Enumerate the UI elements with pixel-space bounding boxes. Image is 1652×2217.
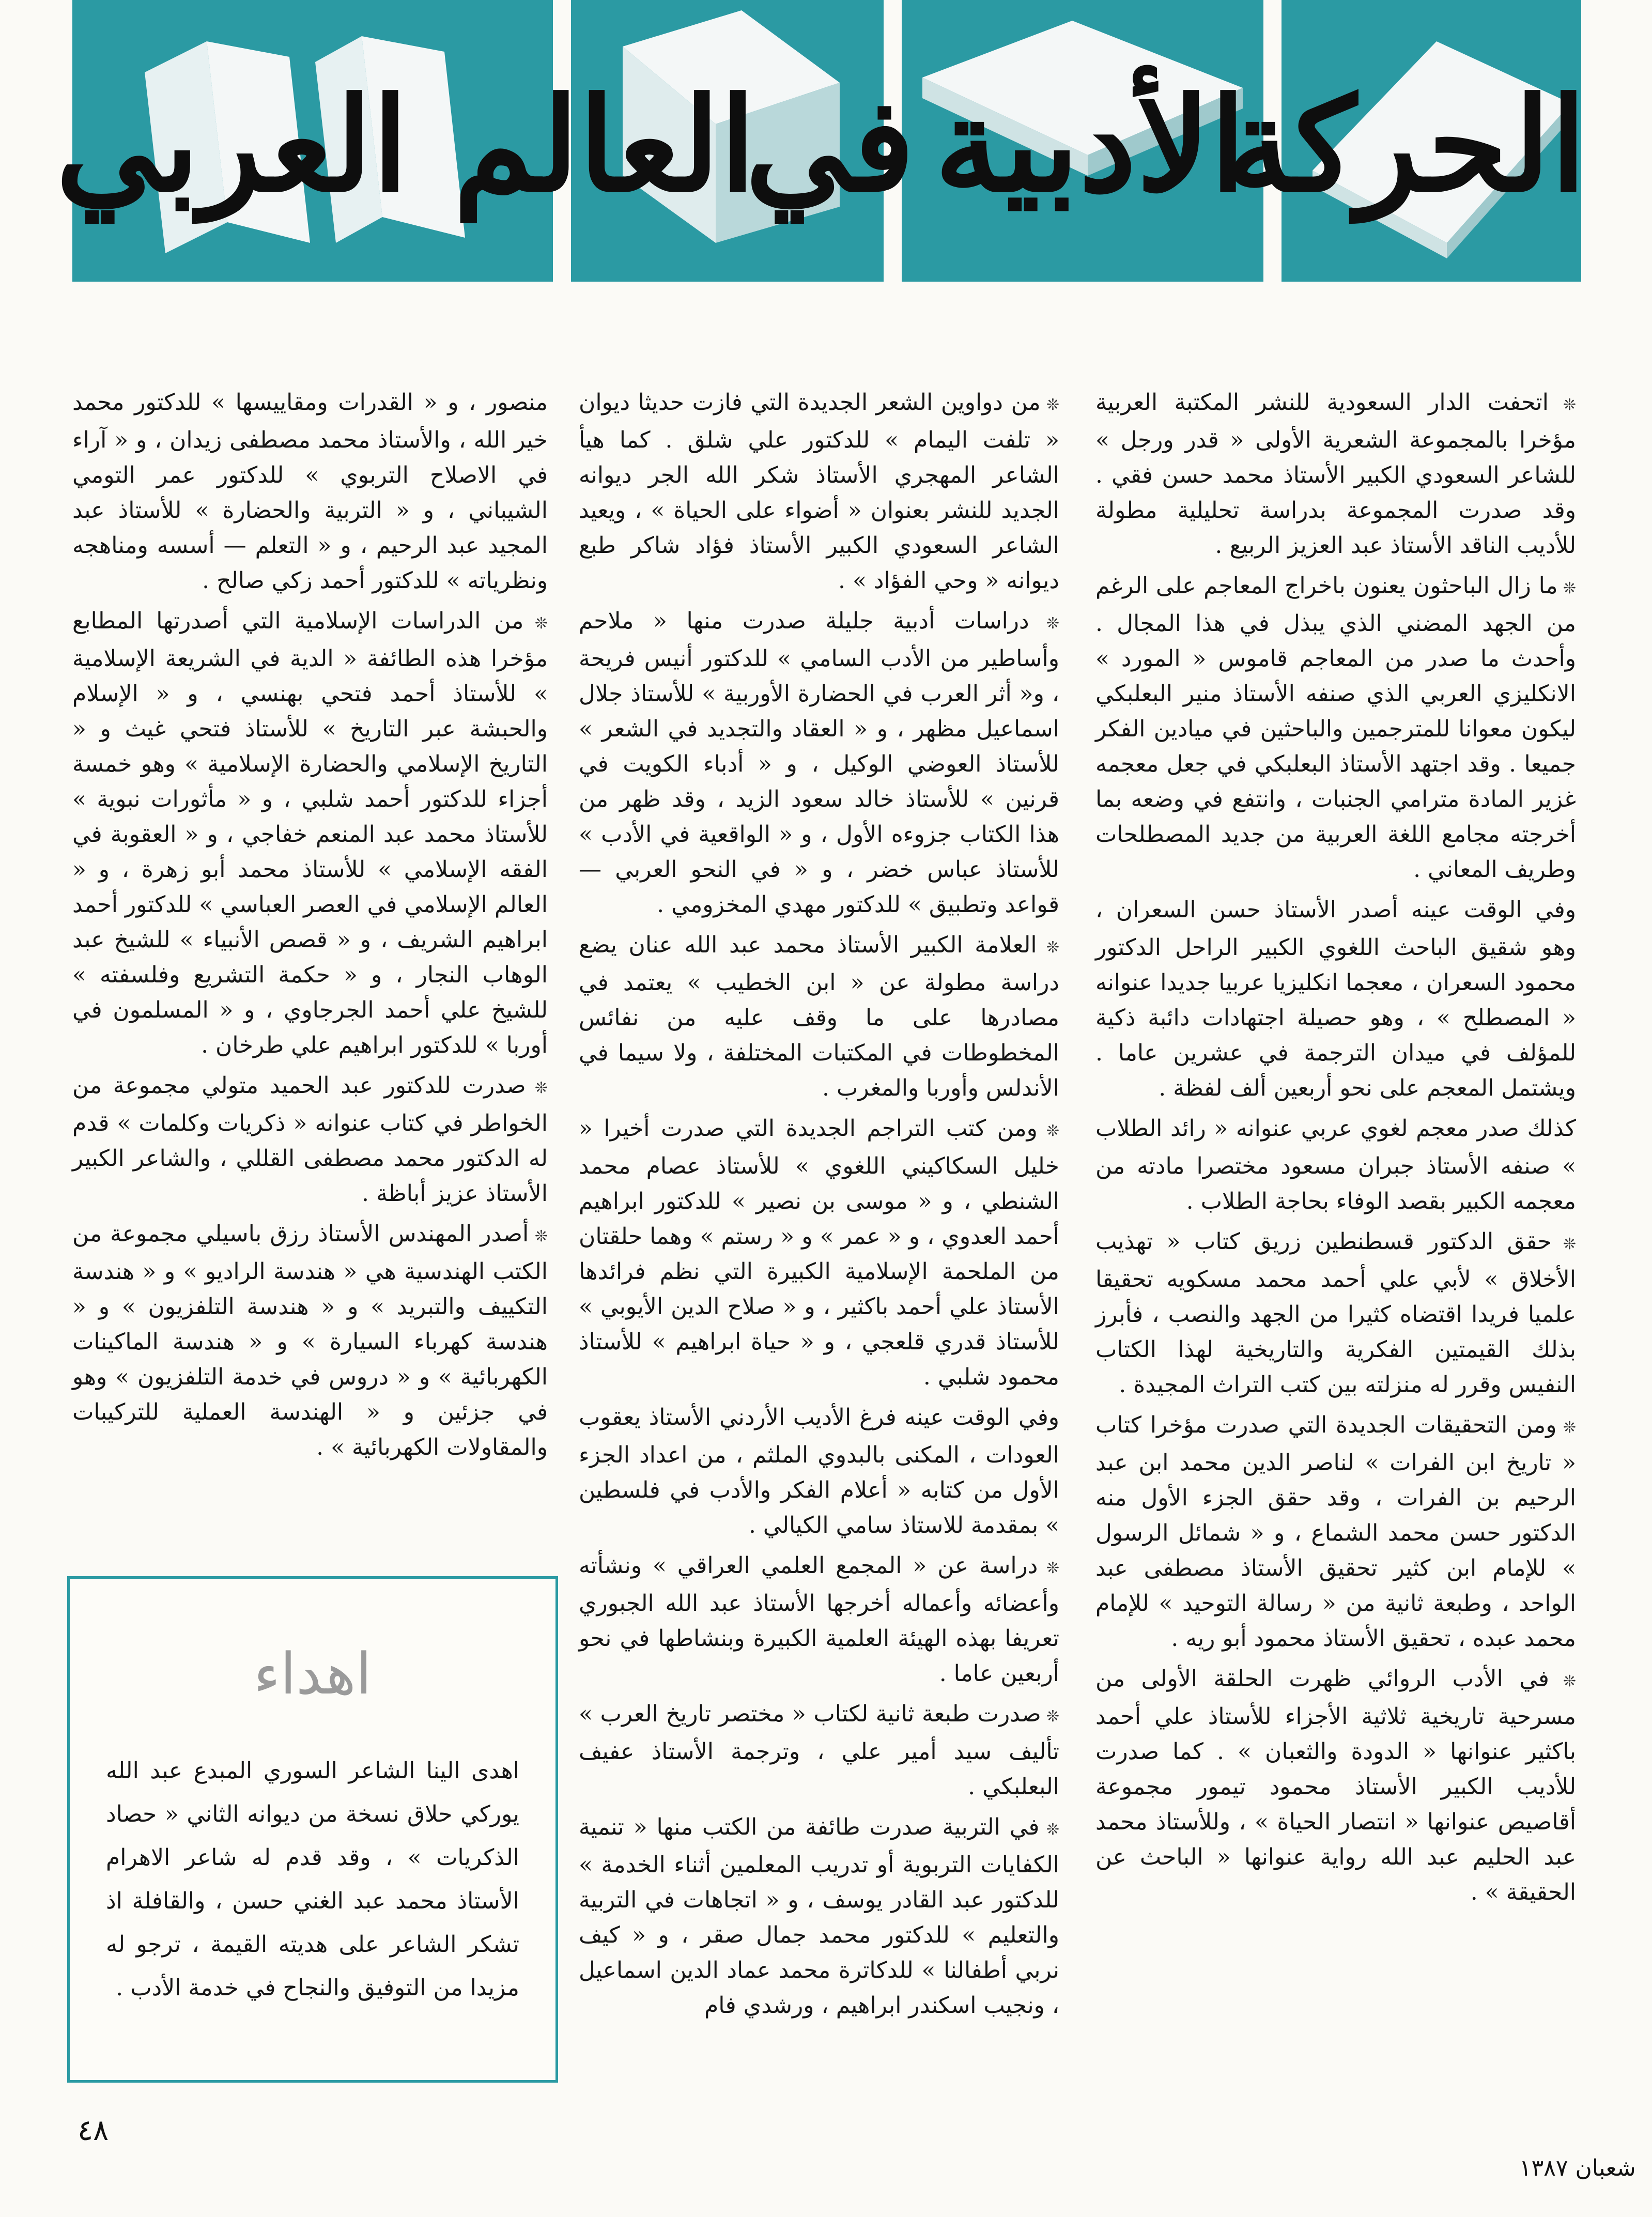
gift-notice-box (67, 1576, 558, 2083)
news-item: ❊ دراسات أدبية جليلة صدرت منها « ملاحم وأساطير من الأدب السامي » للدكتور أنيس فريحة ، و« أثر العرب في الحضارة الأوربية » للأستاذ جلال اسماعيل مظهر ، و « العقاد والتجديد في الشعر » للأستاذ العوضي الوكيل ، و « أدباء الكويت في قرنين » للأستاذ خالد سعود الزيد ، وقد ظهر من هذا الكتاب جزوءه الأول ، و « الواقعية في الأدب » للأستاذ عباس خضر ، و « في النحو العربي — قواعد وتطبيق » للدكتور مهدي المخزومي . (579, 604, 1059, 922)
news-item: ❊ صدرت طبعة ثانية لكتاب « مختصر تاريخ العرب » تأليف سيد أمير علي ، وترجمة الأستاذ عفيف البعلبكي . (579, 1697, 1059, 1805)
news-item: ❊ ومن التحقيقات الجديدة التي صدرت مؤخرا كتاب « تاريخ ابن الفرات » لناصر الدين محمد ابن عبد الرحيم بن الفرات ، وقد حقق الجزء الأول منه الدكتور حسن محمد الشماع ، و « شمائل الرسول » للإمام ابن كثير تحقيق الأستاذ مصطفى عبد الواحد ، وطبعة ثانية من « رسالة التوحيد » للإمام محمد عبده ، تحقيق الأستاذ محمود أبو ريه . (1095, 1408, 1576, 1656)
news-item: كذلك صدر معجم لغوي عربي عنوانه « رائد الطلاب » صنفه الأستاذ جبران مسعود مختصرا مادته من معجمه الكبير بقصد الوفاء بحاجة الطلاب . (1095, 1115, 1576, 1214)
article-column-3 (72, 385, 548, 1470)
gift-text: اهدى الينا الشاعر السوري المبدع عبد الله يوركي حلاق نسخة من ديوانه الثاني « حصاد الذكريات » ، وقد قدم له شاعر الاهرام الأستاذ محمد عبد الغني حسن ، والقافلة اذ تشكر الشاعر على هديته القيمة ، ترجو له مزيدا من التوفيق والنجاح في خدمة الأدب . (106, 1758, 519, 2001)
news-item: منصور ، و « القدرات ومقاييسها » للدكتور محمد خير الله ، والأستاذ محمد مصطفى زيدان ، و « آراء في الاصلاح التربوي » للدكتور عمر التومي الشيباني ، و « التربية والحضارة » للأستاذ عبد المجيد عبد الرحيم ، و « التعلم — أسسه ومناهجه ونظرياته » للدكتور أحمد زكي صالح . (72, 389, 548, 594)
news-item: ❊ حقق الدكتور قسطنطين زريق كتاب « تهذيب الأخلاق » لأبي علي أحمد محمد مسكويه تحقيقا علميا فريدا اقتضاه كثيرا من الجهد والنصب ، فأبرز بذلك القيمتين الفكرية والتاريخية لهذا الكتاب النفيس وقرر له منزلته بين كتب التراث المجيدة . (1095, 1224, 1576, 1403)
news-item: ❊ دراسة عن « المجمع العلمي العراقي » ونشأته وأعضائه وأعماله أخرجها الأستاذ عبد الله الجبوري تعريفا بهذه الهيئة العلمية الكبيرة وبنشاطها في نحو أربعين عاما . (579, 1548, 1059, 1691)
news-item: وفي الوقت عينه فرغ الأديب الأردني الأستاذ يعقوب العودات ، المكنى بالبدوي الملثم ، من اعداد الجزء الأول من كتابه « أعلام الفكر والأدب في فلسطين » بمقدمة للاستاذ سامي الكيالي . (579, 1404, 1059, 1538)
gift-title: اهداء (253, 1641, 372, 1707)
news-item: ❊ من دواوين الشعر الجديدة التي فازت حديثا ديوان « تلفت اليمام » للدكتور علي شلق . كما هيأ الشاعر المهجري الأستاذ شكر الله الجر ديوانه الجديد للنشر بعنوان « أضواء على الحياة » ، ويعيد الشاعر السعودي الكبير الأستاذ فؤاد شاكر طبع ديوانه « وحي الفؤاد » . (579, 385, 1059, 598)
article-column-2 (579, 385, 1059, 2028)
news-item: ❊ ما زال الباحثون يعنون باخراج المعاجم على الرغم من الجهد المضني الذي يبذل في هذا المجال . وأحدث ما صدر من المعاجم قاموس « المورد » الانكليزي العربي الذي صنفه الأستاذ منير البعلبكي ليكون معوانا للمترجمين والباحثين في ميادين الفكر جميعا . وقد اجتهد الأستاذ البعلبكي في جعل معجمه غزير المادة مترامي الجنبات ، وانتفع في وضعه بما أخرجته مجامع اللغة العربية من جديد المصطلحات وطريف المعاني . (1095, 568, 1576, 887)
title-word: العربي (55, 69, 408, 221)
title-word: في (745, 69, 915, 221)
news-item: ❊ في التربية صدرت طائفة من الكتب منها « تنمية الكفايات التربوية أو تدريب المعلمين أثناء الخدمة » للدكتور عبد القادر يوسف ، و « اتجاهات في التربية والتعليم » للدكتور محمد جمال صقر ، و « كيف نربي أطفالنا » للدكاترة محمد عماد الدين اسماعيل ، ونجيب اسكندر ابراهيم ، ورشدي فام (579, 1810, 1059, 2023)
title-word: الأدبية (934, 69, 1246, 221)
title-word: الحركة (1226, 69, 1586, 221)
news-item: وفي الوقت عينه أصدر الأستاذ حسن السعران ، وهو شقيق الباحث اللغوي الكبير الراحل الدكتور محمود السعران ، معجما انكليزيا عربيا جديدا عنوانه « المصطلح » ، وهو حصيلة اجتهادات دائبة ذكية للمؤلف في ميدان الترجمة في عشرين عاما . ويشتمل المعجم على نحو أربعين ألف لفظة . (1095, 897, 1576, 1101)
news-item: ❊ في الأدب الروائي ظهرت الحلقة الأولى من مسرحية تاريخية ثلاثية الأجزاء للأستاذ علي أحمد باكثير عنوانها « الدودة والثعبان » . كما صدرت للأديب الكبير الأستاذ محمود تيمور مجموعة أقاصيص عنوانها « انتصار الحياة » ، وللأستاذ محمد عبد الحليم عبد الله رواية عنوانها « الباحث عن الحقيقة » . (1095, 1661, 1576, 1910)
title-banner (55, 0, 1586, 282)
article-column-1 (1095, 385, 1576, 1915)
title-word: العالم (453, 69, 756, 221)
news-item: ❊ من الدراسات الإسلامية التي أصدرتها المطابع مؤخرا هذه الطائفة « الدية في الشريعة الإسلامية » للأستاذ أحمد فتحي بهنسي ، و « الإسلام والحبشة عبر التاريخ » للأستاذ فتحي غيث و « التاريخ الإسلامي والحضارة الإسلامية » وهو خمسة أجزاء للدكتور أحمد شلبي ، و « مأثورات نبوية » للأستاذ محمد عبد المنعم خفاجي ، و « العقوبة في الفقه الإسلامي » للأستاذ محمد أبو زهرة ، و « العالم الإسلامي في العصر العباسي » للدكتور أحمد ابراهيم الشريف ، و « قصص الأنبياء » للشيخ عبد الوهاب النجار ، و « حكمة التشريع وفلسفته » للشيخ علي أحمد الجرجاوي ، و « المسلمون في أوربا » للدكتور ابراهيم علي طرخان . (72, 604, 548, 1063)
page-number: ٤٨ (78, 2114, 109, 2147)
news-item: ❊ ومن كتب التراجم الجديدة التي صدرت أخيرا « خليل السكاكيني اللغوي » للأستاذ عصام محمد الشنطي ، و « موسى بن نصير » للدكتور ابراهيم أحمد العدوي ، و « عمر » و « رستم » وهما حلقتان من الملحمة الإسلامية الكبيرة التي نظم فرائدها الأستاذ علي أحمد باكثير ، و « صلاح الدين الأيوبي » للأستاذ قدري قلعجي ، و « حياة ابراهيم » للأستاذ محمود شلبي . (579, 1111, 1059, 1395)
news-item: ❊ أصدر المهندس الأستاذ رزق باسيلي مجموعة من الكتب الهندسية هي « هندسة الراديو » و « هندسة التكييف والتبريد » و « هندسة التلفزيون » و « هندسة كهرباء السيارة » و « هندسة الماكينات الكهربائية » و « دروس في خدمة التلفزيون » وهو في جزئين و « الهندسة العملية للتركيبات والمقاولات الكهربائية » . (72, 1217, 548, 1465)
issue-date: شعبان ١٣٨٧ (1519, 2155, 1636, 2181)
news-item: ❊ العلامة الكبير الأستاذ محمد عبد الله عنان يضع دراسة مطولة عن « ابن الخطيب » يعتمد في مصادرها على ما وقف عليه من نفائس المخطوطات في المكتبات المختلفة ، ولا سيما في الأندلس وأوربا والمغرب . (579, 928, 1059, 1106)
news-item: ❊ صدرت للدكتور عبد الحميد متولي مجموعة من الخواطر في كتاب عنوانه « ذكريات وكلمات » قدم له الدكتور محمد مصطفى القللي ، والشاعر الكبير الأستاذ عزيز أباظة . (72, 1068, 548, 1211)
news-item: ❊ اتحفت الدار السعودية للنشر المكتبة العربية مؤخرا بالمجموعة الشعرية الأولى « قدر ورجل » للشاعر السعودي الكبير الأستاذ محمد حسن فقي . وقد صدرت المجموعة بدراسة تحليلية مطولة للأديب الناقد الأستاذ عبد العزيز الربيع . (1095, 385, 1576, 563)
